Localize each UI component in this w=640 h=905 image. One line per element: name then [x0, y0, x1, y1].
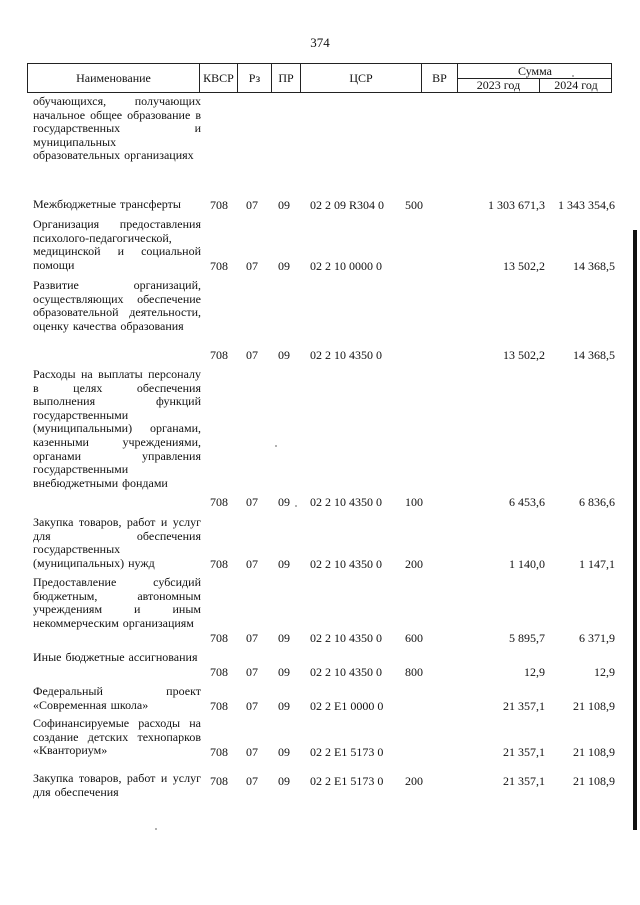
row-pr: 09 — [278, 665, 290, 679]
row-pr: 09 — [278, 699, 290, 713]
row-rz: 07 — [246, 259, 258, 273]
row-pr: 09 — [278, 348, 290, 362]
row-2024: 1 343 354,6 — [558, 198, 615, 212]
row-name: Организация предоставления психолого-педагогической, медицинской и социальной помощи — [33, 217, 201, 272]
row-2023: 21 357,1 — [503, 745, 545, 759]
row-2023: 21 357,1 — [503, 699, 545, 713]
row-kvsr: 708 — [210, 665, 228, 679]
row-name: Закупка товаров, работ и услуг для обеспечения государственных (муниципальных) нужд — [33, 515, 201, 570]
table-header — [27, 63, 612, 93]
row-rz: 07 — [246, 348, 258, 362]
row-2024: 21 108,9 — [573, 699, 615, 713]
page-number: 374 — [310, 35, 330, 50]
row-name: обучающихся, получающих начальное общее образование в государственных и муниципальных образовательных организациях — [33, 94, 201, 163]
row-2024: 1 147,1 — [579, 557, 615, 571]
row-kvsr: 708 — [210, 557, 228, 571]
header-year-2023: 2023 год — [458, 79, 540, 92]
row-kvsr: 708 — [210, 631, 228, 645]
row-vr: 100 — [405, 495, 423, 509]
row-csr: 02 2 10 0000 0 — [310, 259, 382, 273]
row-2023: 1 303 671,3 — [488, 198, 545, 212]
header-sum: Сумма — [458, 64, 612, 79]
row-2024: 21 108,9 — [573, 745, 615, 759]
scan-speck — [295, 505, 297, 507]
row-csr: 02 2 10 4350 0 — [310, 665, 382, 679]
row-vr: 600 — [405, 631, 423, 645]
row-pr: 09 — [278, 259, 290, 273]
row-2024: 21 108,9 — [573, 774, 615, 788]
row-vr: 200 — [405, 557, 423, 571]
row-pr: 09 — [278, 745, 290, 759]
row-kvsr: 708 — [210, 198, 228, 212]
row-pr: 09 — [278, 631, 290, 645]
row-csr: 02 2 E1 0000 0 — [310, 699, 384, 713]
row-csr: 02 2 E1 5173 0 — [310, 745, 384, 759]
row-kvsr: 708 — [210, 699, 228, 713]
row-2023: 21 357,1 — [503, 774, 545, 788]
row-2023: 1 140,0 — [509, 557, 545, 571]
row-name: Федеральный проект «Современная школа» — [33, 684, 201, 712]
scan-speck — [572, 75, 574, 77]
row-rz: 07 — [246, 631, 258, 645]
row-name: Софинансируемые расходы на создание детских технопарков «Кванториум» — [33, 716, 201, 758]
row-2023: 6 453,6 — [509, 495, 545, 509]
row-csr: 02 2 10 4350 0 — [310, 495, 382, 509]
row-2024: 6 371,9 — [579, 631, 615, 645]
row-name: Развитие организаций, осуществляющих обеспечение образовательной деятельности, оценку качества образования — [33, 278, 201, 333]
row-rz: 07 — [246, 557, 258, 571]
row-2024: 6 836,6 — [579, 495, 615, 509]
row-2024: 14 368,5 — [573, 259, 615, 273]
header-pr: ПР — [272, 64, 301, 92]
row-csr: 02 2 10 4350 0 — [310, 631, 382, 645]
row-kvsr: 708 — [210, 348, 228, 362]
scan-speck — [155, 828, 157, 830]
row-csr: 02 2 10 4350 0 — [310, 348, 382, 362]
row-name: Иные бюджетные ассигнования — [33, 650, 198, 664]
header-vr: ВР — [422, 64, 458, 92]
row-rz: 07 — [246, 745, 258, 759]
row-csr: 02 2 E1 5173 0 — [310, 774, 384, 788]
scan-edge-shadow — [633, 230, 637, 830]
row-vr: 800 — [405, 665, 423, 679]
row-csr: 02 2 09 R304 0 — [310, 198, 385, 212]
row-csr: 02 2 10 4350 0 — [310, 557, 382, 571]
row-2023: 5 895,7 — [509, 631, 545, 645]
row-vr: 500 — [405, 198, 423, 212]
row-pr: 09 — [278, 495, 290, 509]
row-rz: 07 — [246, 774, 258, 788]
header-csr: ЦСР — [301, 64, 422, 92]
row-kvsr: 708 — [210, 745, 228, 759]
row-pr: 09 — [278, 198, 290, 212]
row-pr: 09 — [278, 774, 290, 788]
row-rz: 07 — [246, 699, 258, 713]
row-name: Предоставление субсидий бюджетным, автономным учреждениям и иным некоммерческим организациям — [33, 575, 201, 630]
row-vr: 200 — [405, 774, 423, 788]
row-rz: 07 — [246, 665, 258, 679]
header-kvsr: КВСР — [200, 64, 238, 92]
row-rz: 07 — [246, 495, 258, 509]
header-year-2024: 2024 год — [554, 78, 598, 92]
row-kvsr: 708 — [210, 774, 228, 788]
row-kvsr: 708 — [210, 495, 228, 509]
row-2024: 14 368,5 — [573, 348, 615, 362]
row-2023: 13 502,2 — [503, 348, 545, 362]
row-name: Расходы на выплаты персоналу в целях обеспечения выполнения функций государственными (муниципальными) органами, казенными учреждениями, органами управления государственными внебюджетными фондами — [33, 367, 201, 490]
row-rz: 07 — [246, 198, 258, 212]
row-name: Межбюджетные трансферты — [33, 197, 181, 211]
row-pr: 09 — [278, 557, 290, 571]
scan-speck — [275, 445, 277, 447]
row-name: Закупка товаров, работ и услуг для обеспечения — [33, 771, 201, 799]
row-2023: 13 502,2 — [503, 259, 545, 273]
header-rz: Рз — [238, 64, 272, 92]
row-2023: 12,9 — [524, 665, 545, 679]
row-kvsr: 708 — [210, 259, 228, 273]
row-2024: 12,9 — [594, 665, 615, 679]
header-name: Наименование — [28, 64, 200, 92]
